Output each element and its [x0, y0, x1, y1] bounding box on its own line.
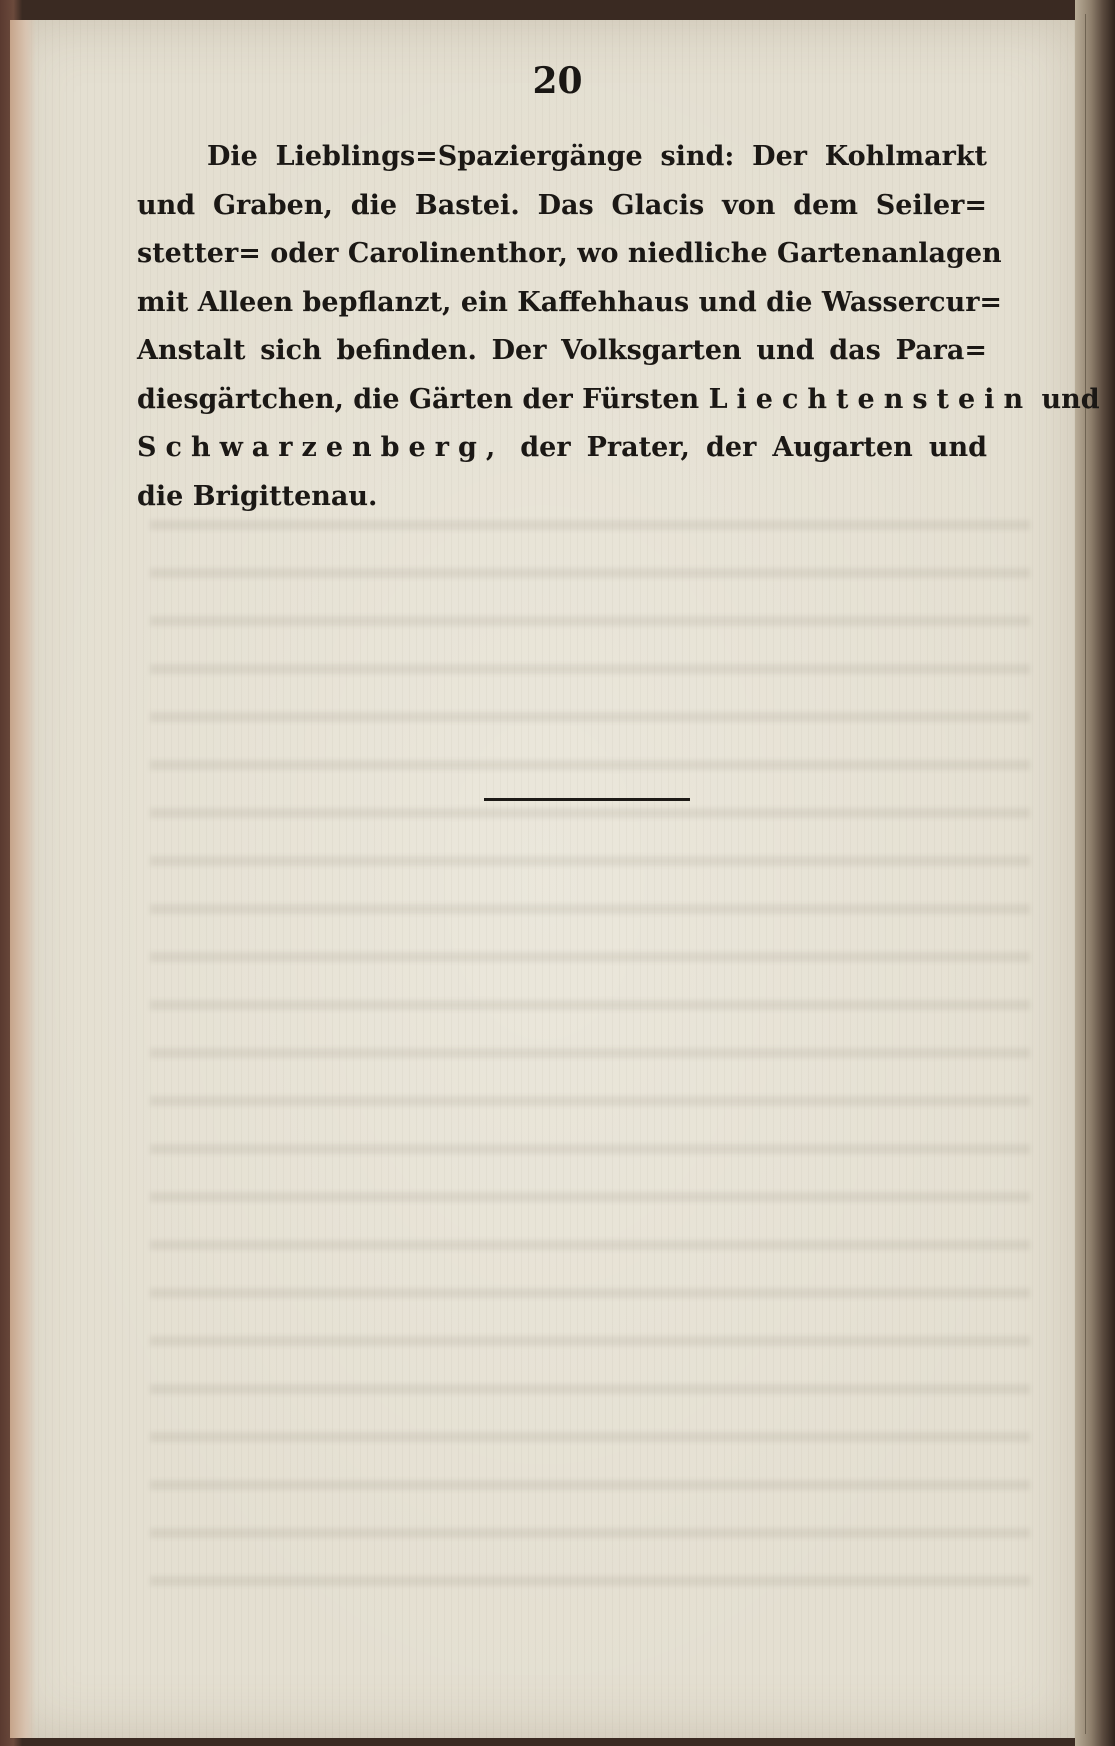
text-line-6-start: diesgärtchen, die Gärten der Fürsten	[137, 383, 700, 415]
paragraph	[137, 133, 1100, 521]
text-line-7-end: der Prater, der Augarten und	[520, 432, 987, 463]
page-number: 20	[532, 60, 583, 102]
text-line-8: die Brigittenau.	[137, 480, 378, 512]
text-line-7	[137, 424, 987, 473]
page-stack-line	[1085, 14, 1086, 1734]
text-line-6-end: und	[1041, 383, 1100, 415]
text-line-4: mit Alleen bepflanzt, ein Kaffehhaus und die Wassercur=	[137, 286, 1003, 318]
text-line-1: Die Lieblings=Spaziergänge sind: Der Kohlmarkt	[207, 141, 987, 172]
name-liechtenstein: Liechtenstein	[708, 383, 1033, 415]
text-line-5: Anstalt sich befinden. Der Volksgarten und das Para=	[137, 335, 987, 366]
section-divider-rule	[484, 798, 690, 801]
show-through-bleed	[150, 520, 1030, 1620]
book-spine-edge	[1075, 0, 1115, 1746]
text-line-3: stetter= oder Carolinenthor, wo niedliche Gartenanlagen	[137, 238, 1002, 269]
text-line-2: und Graben, die Bastei. Das Glacis von dem Seiler=	[137, 189, 987, 221]
name-schwarzenberg: Schwarzenberg,	[137, 432, 505, 463]
text-line-6	[137, 376, 1100, 425]
page-left-edge	[10, 20, 36, 1738]
